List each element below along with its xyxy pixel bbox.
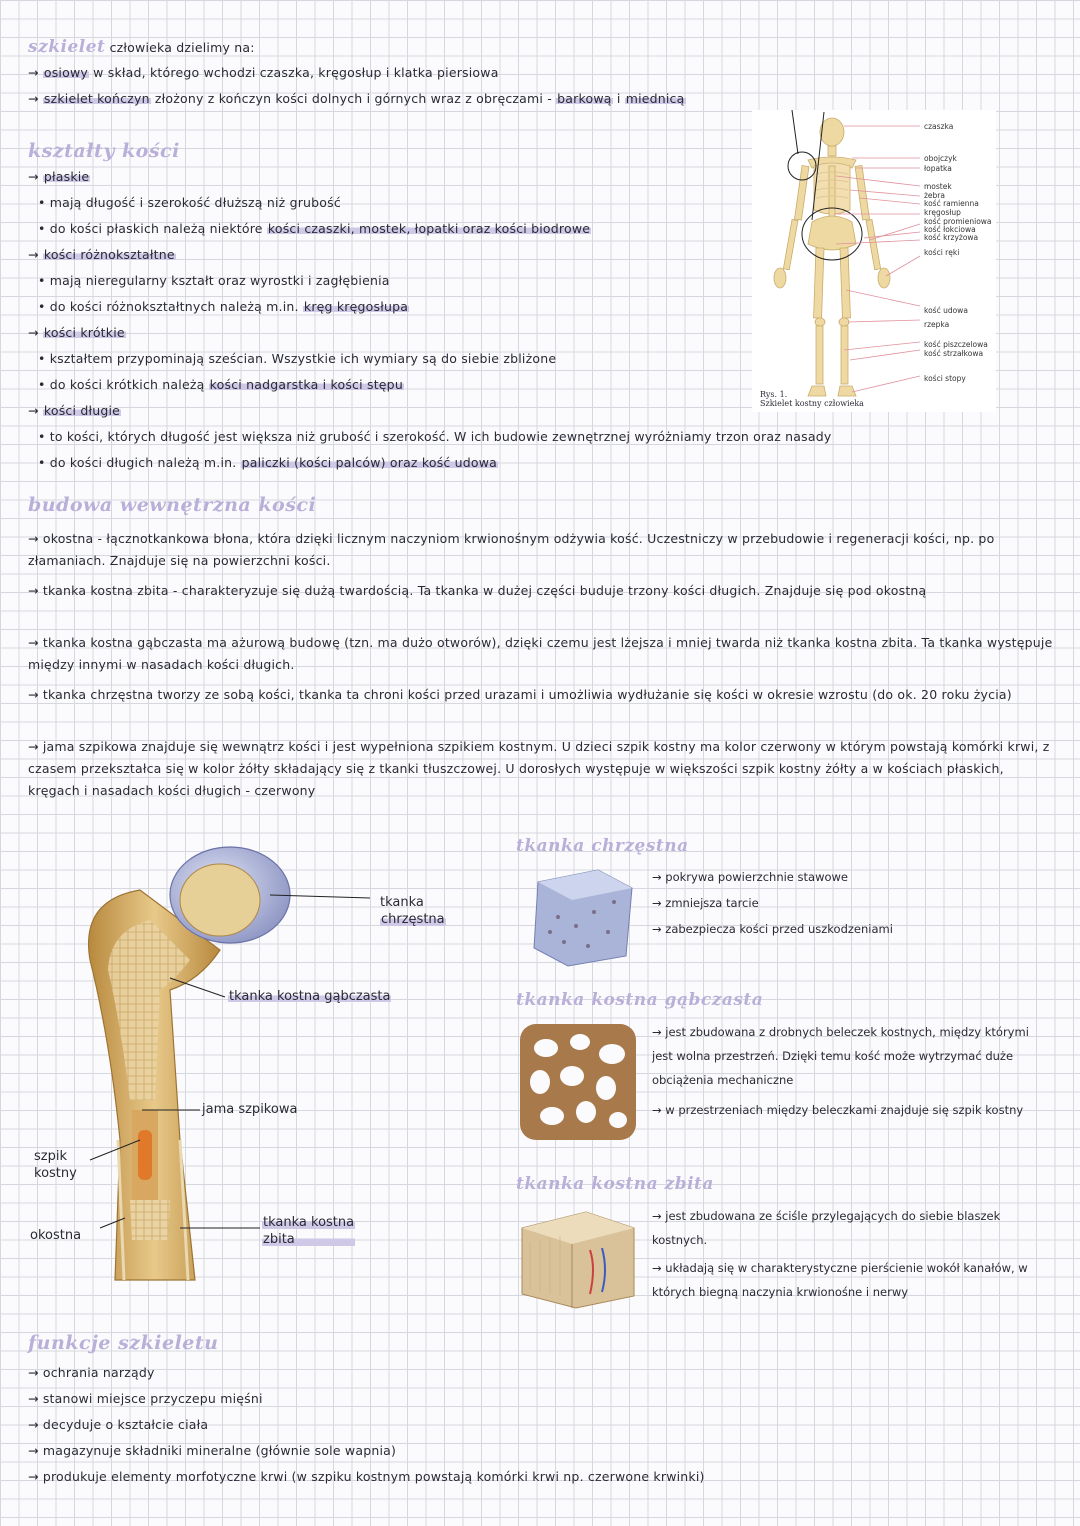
- skeleton-label: czaszka: [924, 122, 954, 131]
- skeleton-caption-1: Rys. 1.: [760, 390, 788, 399]
- short-2-hl: kości nadgarstka i kości stępu: [209, 377, 403, 392]
- label-cartilage-2: chrzęstna: [381, 912, 445, 927]
- section1-title-rest: człowieka dzielimy na:: [109, 40, 255, 55]
- long-2-pre: • do kości długich należą m.in.: [38, 455, 237, 470]
- axial-term: osiowy: [43, 65, 88, 80]
- periosteum-paragraph: → okostna - łącznotkankowa błona, która dzięki licznym naczyniom krwionośnym odżywia kość. Uczestniczy w przebudowie i regeneracji kości, np. po złamaniach. Znajduje się na powierzchni kości.: [28, 531, 995, 568]
- irregular-2-hl: kręg kręgosłupa: [303, 299, 409, 314]
- section4-title: funkcje szkieletu: [28, 1332, 219, 1354]
- compact-panel-2: → układają się w charakterystyczne pierścienie wokół kanałów, w których biegną naczynia krwionośne i nerwy: [652, 1261, 1028, 1299]
- cartilage-panel-3: → zabezpiecza kości przed uszkodzeniami: [652, 922, 893, 936]
- long-title-line: → kości długie: [28, 403, 121, 418]
- label-cavity: jama szpikowa: [202, 1102, 298, 1117]
- short-title: kości krótkie: [43, 325, 125, 340]
- spongy-tissue-image: [516, 1020, 640, 1144]
- function-item: → ochrania narządy: [28, 1365, 155, 1380]
- section1-intro: [28, 38, 255, 57]
- cavity-paragraph: → jama szpikowa znajduje się wewnątrz kości i jest wypełniona szpikiem kostnym. U dzieci szpik kostny ma kolor czerwony w którym powstają komórki krwi, z czasem przekształca się w kolor żółty składający się z tkanki tłuszczowej. U dorosłych występuje w większości szpik kostny żółty a w kościach płaskich, kręgach i nasadach kości długich - czerwony: [28, 739, 1050, 798]
- label-periosteum: okostna: [30, 1228, 82, 1243]
- cartilage-paragraph: → tkanka chrzęstna tworzy ze sobą kości, tkanka ta chroni kości przed urazami i umożliwia wydłużanie się kości w okresie wzrostu (do ok. 20 roku życia): [28, 687, 1012, 702]
- skeleton-caption-2: Szkielet kostny człowieka: [760, 399, 864, 408]
- irregular-1: • mają nieregularny kształt oraz wyrostki i zagłębienia: [38, 273, 390, 288]
- short-1: • kształtem przypominają sześcian. Wszystkie ich wymiary są do siebie zbliżone: [38, 351, 557, 366]
- skeleton-label: kość piszczelowa: [924, 340, 988, 349]
- label-cartilage: [380, 894, 446, 928]
- compact-paragraph: → tkanka kostna zbita - charakteryzuje się dużą twardością. Ta tkanka w dużej części buduje trzony kości długich. Znajduje się pod okostną: [28, 583, 927, 598]
- skeleton-label: kość promieniowa: [924, 217, 992, 226]
- compact-panel-title: tkanka kostna zbita: [516, 1174, 714, 1194]
- skeleton-label: łopatka: [924, 164, 952, 173]
- limb-skeleton-line: → szkielet kończyn złożony z kończyn kości dolnych i górnych wraz z obręczami - barkową i miednicą: [28, 91, 685, 106]
- skeleton-label: kość ramienna: [924, 199, 979, 208]
- flat-1: • mają długość i szerokość dłuższą niż grubość: [38, 195, 341, 210]
- long-1: • to kości, których długość jest większa niż grubość i szerokość. W ich budowie zewnętrznej wyróżniamy trzon oraz nasady: [38, 429, 832, 444]
- skeleton-label: mostek: [924, 182, 952, 191]
- irregular-title-line: → kości różnokształtne: [28, 247, 175, 262]
- irregular-2: [38, 298, 409, 316]
- long-2-hl: paliczki (kości palców) oraz kość udowa: [241, 455, 498, 470]
- axial-skeleton-line: → osiowy w skład, którego wchodzi czaszka, kręgosłup i klatka piersiowa: [28, 65, 499, 80]
- skeleton-label: kość krzyżowa: [924, 233, 979, 242]
- cartilage-panel-title: tkanka chrzęstna: [516, 836, 689, 856]
- skeleton-label: kość udowa: [924, 306, 968, 315]
- short-2-pre: • do kości krótkich należą: [38, 377, 205, 392]
- skeleton-drawing: [752, 110, 996, 412]
- flat-2-pre: • do kości płaskich należą niektóre: [38, 221, 263, 236]
- function-item: → produkuje elementy morfotyczne krwi (w szpiku kostnym powstają komórki krwi np. czerwone krwinki): [28, 1469, 705, 1484]
- short-2: [38, 376, 404, 394]
- limb-text: złożony z kończyn kości dolnych i górnych wraz z obręczami -: [154, 91, 552, 106]
- skeleton-label: rzepka: [924, 320, 950, 329]
- label-spongy: tkanka kostna gąbczasta: [229, 989, 391, 1004]
- cartilage-tissue-image: [528, 862, 638, 972]
- section1-title: szkielet: [28, 37, 106, 57]
- irregular-title: kości różnokształtne: [43, 247, 175, 262]
- skeleton-label: kości stopy: [924, 374, 966, 383]
- function-item: → decyduje o kształcie ciała: [28, 1417, 209, 1432]
- irregular-2-pre: • do kości różnokształtnych należą m.in.: [38, 299, 299, 314]
- section2-title: kształty kości: [28, 140, 180, 162]
- skeleton-label: kości ręki: [924, 248, 960, 257]
- limb-hl2: miednicą: [625, 91, 685, 106]
- label-compact-1: tkanka kostna: [263, 1215, 355, 1230]
- flat-title: płaskie: [43, 169, 90, 184]
- label-marrow-1: szpik: [34, 1149, 67, 1164]
- spongy-panel-title: tkanka kostna gąbczasta: [516, 990, 764, 1010]
- label-compact: [262, 1214, 355, 1248]
- cartilage-panel-2: → zmniejsza tarcie: [652, 896, 759, 910]
- long-title: kości długie: [43, 403, 121, 418]
- label-compact-2: zbita: [262, 1231, 355, 1248]
- skeleton-label: kręgosłup: [924, 208, 961, 217]
- skeleton-caption: [760, 390, 864, 408]
- skeleton-label: kość łokciowa: [924, 225, 976, 234]
- skeleton-label: obojczyk: [924, 154, 957, 163]
- skeleton-figure: [752, 110, 996, 412]
- limb-hl1: barkową: [557, 91, 612, 106]
- limb-mid: i: [616, 91, 621, 106]
- spongy-panel-2: → w przestrzeniach między beleczkami znajduje się szpik kostny: [652, 1103, 1024, 1117]
- flat-2-hl: kości czaszki, mostek, łopatki oraz kości biodrowe: [267, 221, 591, 236]
- label-marrow: [34, 1148, 77, 1182]
- function-item: → stanowi miejsce przyczepu mięśni: [28, 1391, 263, 1406]
- flat-title-line: → płaskie: [28, 169, 90, 184]
- cartilage-panel-1: → pokrywa powierzchnie stawowe: [652, 870, 848, 884]
- skeleton-label: żebra: [924, 191, 945, 200]
- long-2: [38, 454, 498, 472]
- limb-term: szkielet kończyn: [43, 91, 150, 106]
- axial-text: w skład, którego wchodzi czaszka, kręgosłup i klatka piersiowa: [93, 65, 499, 80]
- compact-tissue-image: [516, 1198, 640, 1310]
- label-cartilage-1: tkanka: [380, 895, 424, 910]
- flat-2: [38, 220, 591, 238]
- spongy-paragraph: → tkanka kostna gąbczasta ma ażurową budowę (tzn. ma dużo otworów), dzięki czemu jest lżejsza i mniej twarda niż tkanka kostna zbita. Ta tkanka występuje między innymi w nasadach kości długich.: [28, 635, 1053, 672]
- skeleton-label: kość strzałkowa: [924, 349, 984, 358]
- spongy-panel-1: → jest zbudowana z drobnych beleczek kostnych, między którymi jest wolna przestrzeń. Dzięki temu kość może wytrzymać duże obciążenia mechaniczne: [652, 1025, 1029, 1087]
- function-item: → magazynuje składniki mineralne (głównie sole wapnia): [28, 1443, 397, 1458]
- label-marrow-2: kostny: [34, 1166, 77, 1181]
- short-title-line: → kości krótkie: [28, 325, 125, 340]
- section3-title: budowa wewnętrzna kości: [28, 494, 317, 516]
- compact-panel-1: → jest zbudowana ze ściśle przylegających do siebie blaszek kostnych.: [652, 1209, 1001, 1247]
